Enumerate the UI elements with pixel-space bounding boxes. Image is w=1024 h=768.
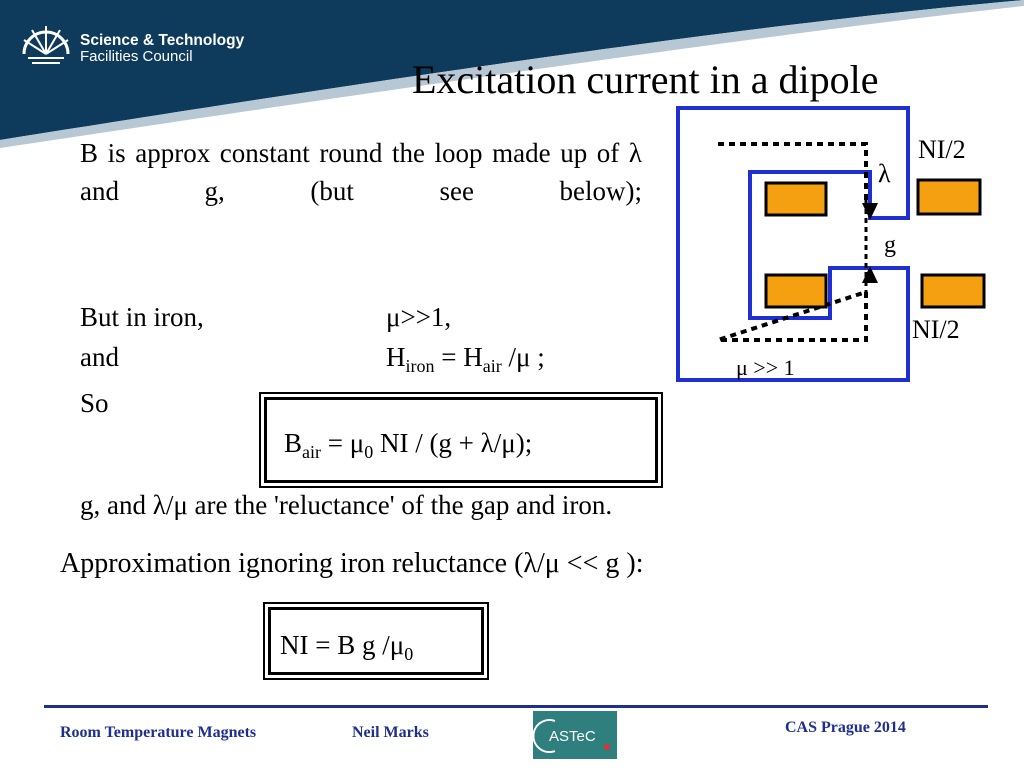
coil-bottom-right	[922, 275, 984, 307]
dipole-diagram	[670, 100, 1024, 390]
footer-author: Neil Marks	[352, 724, 429, 741]
text-mu-large: μ>>1,	[386, 302, 452, 332]
text-but-in-iron: But in iron,	[80, 302, 204, 332]
equation-ni	[280, 626, 413, 673]
equation-b-air	[284, 424, 532, 471]
label-lambda: λ	[878, 159, 891, 188]
h-air-subscript: air	[482, 356, 502, 376]
text-so: So	[80, 388, 109, 418]
org-name	[80, 32, 244, 65]
h-iron-subscript: iron	[405, 356, 435, 376]
label-g: g	[884, 232, 896, 258]
h-equals: = H	[434, 342, 483, 372]
slide-title: Excitation current in a dipole	[412, 57, 879, 102]
label-mu: μ >> 1	[736, 355, 795, 380]
footer-course: Room Temperature Magnets	[60, 724, 257, 741]
eq1-b: B	[284, 428, 303, 458]
text-approximation: Approximation ignoring iron reluctance (λ/μ << g ):	[60, 548, 644, 579]
h-over-mu: /μ ;	[501, 342, 545, 372]
paragraph-loop: B is approx constant round the loop made up of λ and g, (but see below);	[80, 138, 642, 206]
eq2-main: NI = B g /μ	[280, 630, 405, 660]
astec-logo-text: ASTeC	[549, 728, 596, 745]
text-and: and	[80, 342, 119, 372]
footer-divider	[44, 705, 988, 708]
equation-h-iron	[386, 338, 545, 385]
astec-logo	[533, 711, 617, 759]
label-ni-top: NI/2	[918, 135, 966, 164]
h-symbol: H	[386, 342, 406, 372]
org-name-line2: Facilities Council	[80, 48, 193, 65]
footer-event: CAS Prague 2014	[785, 719, 906, 736]
coil-top-right	[918, 180, 980, 214]
eq1-air-subscript: air	[302, 442, 321, 462]
label-ni-bottom: NI/2	[912, 315, 960, 344]
sun-logo-icon	[18, 20, 74, 70]
eq1-rest: NI / (g + λ/μ);	[373, 428, 533, 458]
eq1-zero-subscript: 0	[364, 442, 374, 462]
text-reluctance: g, and λ/μ are the 'reluctance' of the gap and iron.	[80, 490, 613, 520]
eq2-zero-subscript: 0	[404, 644, 414, 664]
coil-top-left	[766, 183, 826, 215]
eq1-mu: = μ	[321, 428, 365, 458]
org-name-line1: Science & Technology	[80, 32, 245, 49]
coil-bottom-left	[766, 275, 826, 307]
